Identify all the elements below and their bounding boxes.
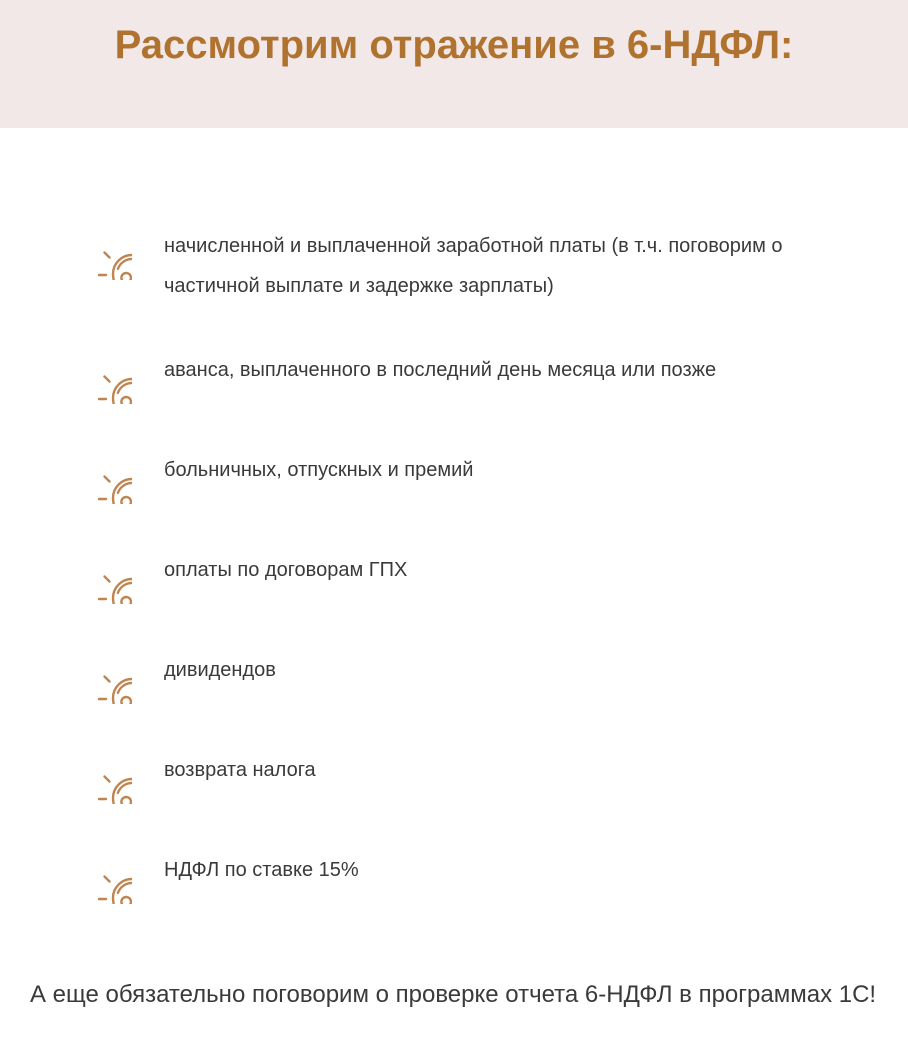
list-item: [64, 736, 868, 804]
lightbulb-icon: [64, 536, 132, 604]
list-item: [64, 836, 868, 904]
list-item-label: НДФЛ по ставке 15%: [164, 859, 359, 881]
list-item-label: оплаты по договорам ГПХ: [164, 559, 408, 581]
lightbulb-icon: [64, 636, 132, 704]
list-item-label: начисленной и выплаченной заработной платы (в т.ч. поговорим о частичной выплате и задержке зарплаты): [164, 235, 783, 297]
lightbulb-icon: [64, 336, 132, 404]
list-item-label: аванса, выплаченного в последний день месяца или позже: [164, 359, 717, 381]
list-item: [64, 636, 868, 704]
list-item: [64, 212, 868, 306]
lightbulb-icon: [64, 736, 132, 804]
lightbulb-icon: [64, 212, 132, 280]
lightbulb-icon: [64, 436, 132, 504]
list-item: [64, 336, 868, 404]
footer-note: А еще обязательно поговорим о проверке отчета 6-НДФЛ в программах 1С!: [30, 981, 877, 1008]
header-banner: [0, 0, 908, 128]
list-item-label: дивидендов: [164, 659, 276, 681]
list-item-label: возврата налога: [164, 759, 316, 781]
list-item: [64, 536, 868, 604]
list-item: [64, 436, 868, 504]
topics-list: [0, 128, 908, 904]
list-item-label: больничных, отпускных и премий: [164, 459, 474, 481]
page-title: Рассмотрим отражение в 6-НДФЛ:: [114, 23, 794, 67]
lightbulb-icon: [64, 836, 132, 904]
